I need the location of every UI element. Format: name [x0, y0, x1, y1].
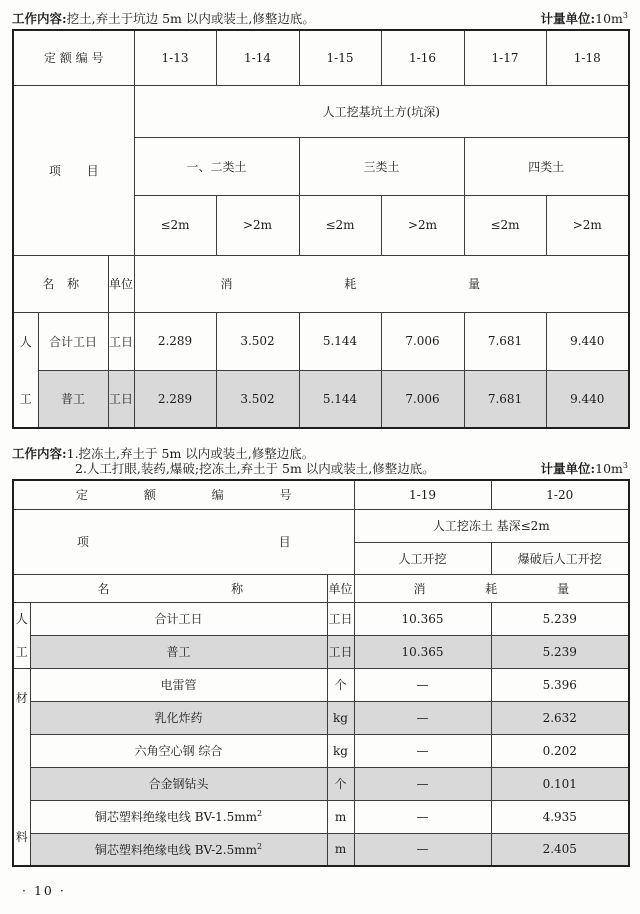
row-name-text: 铜芯塑料绝缘电线 BV-2.5mm [94, 842, 257, 857]
t1-code-cell: 1-18 [546, 30, 629, 85]
labor-char: 人 [15, 612, 28, 627]
t2-material-row [13, 767, 629, 800]
t1-row-name: 普工 [38, 370, 108, 428]
t2-row-name [30, 635, 327, 668]
t2-row-unit: 工日 [327, 635, 354, 668]
t2-code-row [13, 480, 629, 509]
t2-group-title-row [13, 509, 629, 542]
t2-value-cell: — [354, 734, 491, 767]
work-content-line-2b [12, 461, 541, 476]
t1-row-general-worker [13, 370, 629, 428]
work-content-line-2a [12, 446, 541, 461]
labor-char: 人 [19, 334, 32, 349]
t2-value-cell: — [354, 701, 491, 734]
row-name-text: 普工 [166, 645, 191, 660]
row-name-text: 铜芯塑料绝缘电线 BV-1.5mm [94, 810, 257, 825]
t1-value-cell: 3.502 [216, 370, 299, 428]
t2-item-label: 项 目 [13, 509, 354, 574]
t2-row-unit: kg [327, 734, 354, 767]
t1-value-cell: 5.144 [299, 312, 381, 370]
work-content-text-block-1 [12, 11, 541, 26]
t2-value-cell: 10.365 [354, 602, 491, 635]
t2-labor-group-label [13, 602, 30, 668]
t1-code-cell: 1-15 [299, 30, 381, 85]
t1-code-cell: 1-16 [381, 30, 464, 85]
t2-material-group-label [13, 668, 30, 866]
row-name-sup: 2 [257, 841, 263, 851]
t2-row-unit: 工日 [327, 602, 354, 635]
measure-unit-sup-2: 3 [622, 461, 628, 470]
work-content-line-1 [12, 11, 315, 26]
row-name-text: 乳化炸药 [154, 711, 203, 726]
work-content-text-1: 挖土,弃土于坑边 5m 以内或装土,修整边底。 [66, 11, 315, 27]
t1-value-cell: 3.502 [216, 312, 299, 370]
t1-row-name: 合计工日 [38, 312, 108, 370]
t2-row-unit: 个 [327, 767, 354, 800]
t1-value-cell: 5.144 [299, 370, 381, 428]
t1-value-cell: 9.440 [546, 370, 629, 428]
t1-depth-cell: ≤2m [134, 195, 216, 255]
row-name-text: 合计工日 [154, 612, 203, 627]
page-number: · 10 · [22, 883, 66, 899]
t2-row-unit: 个 [327, 668, 354, 701]
labor-char: 工 [19, 392, 32, 407]
t2-method-cell: 人工开挖 [354, 542, 491, 574]
t2-row-unit: m [327, 833, 354, 866]
t2-material-row [13, 668, 629, 701]
t2-row-name [30, 800, 327, 833]
t2-value-cell: — [354, 833, 491, 866]
t2-material-row [13, 701, 629, 734]
measure-unit-value-2: 10m [595, 461, 623, 477]
t2-method-cell: 爆破后人工开挖 [491, 542, 629, 574]
t2-material-row [13, 800, 629, 833]
t1-soil-type-cell: 三类土 [299, 137, 464, 195]
work-content-label-1: 工作内容: [12, 11, 67, 27]
t1-row-unit: 工日 [108, 370, 134, 428]
t1-value-cell: 2.289 [134, 370, 216, 428]
t1-item-label: 项 目 [13, 85, 134, 255]
row-name-text: 合金钢钻头 [148, 777, 209, 792]
t2-row-name [30, 701, 327, 734]
t2-column-header-row [13, 574, 629, 602]
work-content-label-2: 工作内容: [12, 446, 67, 462]
material-char: 材 [15, 690, 28, 705]
work-content-text-2b: 2.人工打眼,装药,爆破;挖冻土,弃土于 5m 以内或装土,修整边底。 [75, 461, 435, 477]
t2-row-name [30, 833, 327, 866]
t2-value-cell: 0.202 [491, 734, 629, 767]
measure-unit-2 [541, 458, 628, 476]
row-name-text: 六角空心钢 综合 [134, 744, 223, 759]
t1-value-cell: 7.681 [464, 312, 546, 370]
t1-row-total-workdays [13, 312, 629, 370]
quota-table-2 [12, 479, 630, 867]
t1-labor-group-label [13, 312, 38, 428]
material-char: 料 [15, 830, 28, 845]
t2-value-cell: 0.101 [491, 767, 629, 800]
t1-code-cell: 1-14 [216, 30, 299, 85]
t2-value-cell: — [354, 767, 491, 800]
t2-code-label: 定 额 编 号 [13, 480, 354, 509]
t2-row-name [30, 602, 327, 635]
measure-unit-label-2: 计量单位: [540, 461, 596, 477]
t2-value-cell: 10.365 [354, 635, 491, 668]
t1-code-cell: 1-13 [134, 30, 216, 85]
t1-group-title-row [13, 85, 629, 137]
t2-row-total-workdays [13, 602, 629, 635]
row-name-text: 电雷管 [160, 678, 197, 693]
t2-unit-header: 单位 [327, 574, 354, 602]
work-content-header-2 [12, 446, 628, 476]
t2-material-row [13, 734, 629, 767]
t1-name-header: 名 称 [13, 255, 108, 312]
t2-labor-group-chars [14, 603, 30, 668]
t1-soil-type-cell: 四类土 [464, 137, 629, 195]
t1-value-cell: 7.681 [464, 370, 546, 428]
t1-code-row [13, 30, 629, 85]
t1-value-cell: 7.006 [381, 312, 464, 370]
t1-soil-type-cell: 一、二类土 [134, 137, 299, 195]
t2-code-cell: 1-19 [354, 480, 491, 509]
work-content-header-1 [12, 0, 628, 26]
work-content-text-2a: 1.挖冻土,弃土于 5m 以内或装土,修整边底。 [66, 446, 315, 462]
row-name-sup: 2 [257, 809, 263, 819]
measure-unit-value-1: 10m [595, 11, 623, 27]
t1-value-cell: 9.440 [546, 312, 629, 370]
t1-value-cell: 2.289 [134, 312, 216, 370]
t2-value-cell: 2.405 [491, 833, 629, 866]
t1-depth-cell: >2m [216, 195, 299, 255]
t1-column-header-row [13, 255, 629, 312]
t1-unit-header: 单位 [108, 255, 134, 312]
t1-consumption-header: 消 耗 量 [134, 255, 629, 312]
t2-value-cell: 5.396 [491, 668, 629, 701]
t2-value-cell: 5.239 [491, 635, 629, 668]
t2-code-cell: 1-20 [491, 480, 629, 509]
t2-value-cell: 2.632 [491, 701, 629, 734]
measure-unit-1 [541, 8, 628, 26]
t1-labor-group-chars [14, 313, 38, 428]
t2-value-cell: — [354, 800, 491, 833]
t1-value-cell: 7.006 [381, 370, 464, 428]
t2-name-header: 名 称 [13, 574, 327, 602]
t2-consumption-header: 消 耗 量 [354, 574, 629, 602]
t1-code-label: 定 额 编 号 [13, 30, 134, 85]
t2-material-row [13, 833, 629, 866]
work-content-text-block-2 [12, 446, 541, 476]
t2-row-name [30, 668, 327, 701]
quota-table-1 [12, 29, 630, 429]
t2-row-name [30, 734, 327, 767]
t1-depth-cell: >2m [381, 195, 464, 255]
t2-row-unit: kg [327, 701, 354, 734]
t2-row-name [30, 767, 327, 800]
t2-row-unit: m [327, 800, 354, 833]
t1-depth-cell: ≤2m [299, 195, 381, 255]
t1-depth-cell: ≤2m [464, 195, 546, 255]
t1-depth-cell: >2m [546, 195, 629, 255]
measure-unit-sup-1: 3 [622, 11, 628, 20]
t2-value-cell: 4.935 [491, 800, 629, 833]
t2-row-general-worker [13, 635, 629, 668]
t2-value-cell: 5.239 [491, 602, 629, 635]
t2-material-group-chars [14, 669, 30, 866]
t2-group-title: 人工挖冻土 基深≤2m [354, 509, 629, 542]
t1-group-title: 人工挖基坑土方(坑深) [134, 85, 629, 137]
measure-unit-label-1: 计量单位: [540, 11, 596, 27]
t1-row-unit: 工日 [108, 312, 134, 370]
t1-code-cell: 1-17 [464, 30, 546, 85]
t2-value-cell: — [354, 668, 491, 701]
labor-char: 工 [15, 644, 28, 659]
